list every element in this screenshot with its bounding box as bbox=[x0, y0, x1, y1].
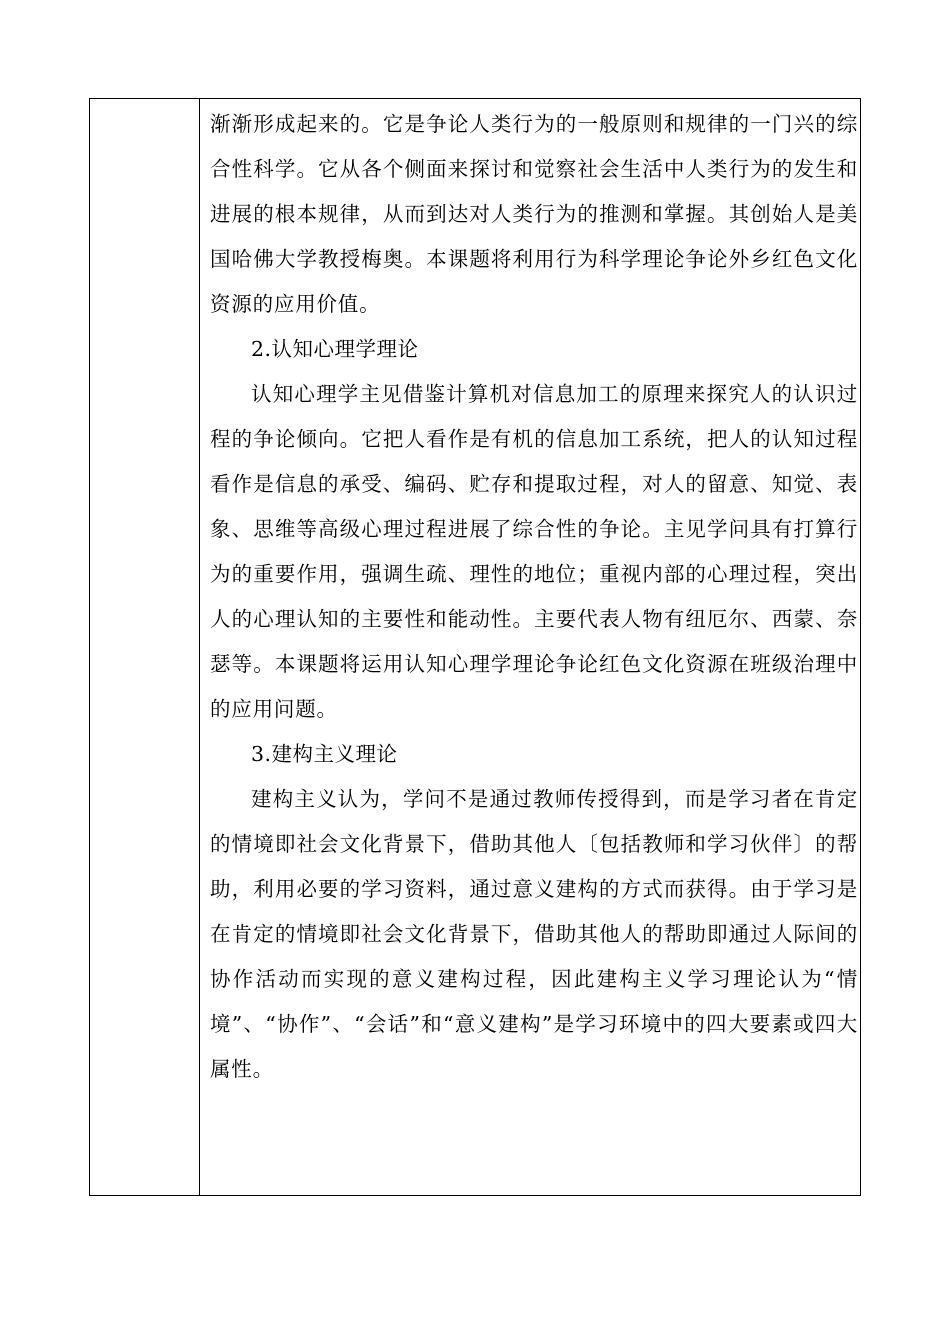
paragraph-constructivism: 建构主义认为，学问不是通过教师传授得到，而是学习者在肯定的情境即社会文化背景下，借助其他人〔包括教师和学习伙伴〕的帮助，利用必要的学习资料，通过意义建构的方式而获得。由于学习是在肯定的情境即社会文化背景下，借助其他人的帮助即通过人际间的协作活动而实现的意义建构过程，因此建构主义学习理论认为“情境”、“协作”、“会话”和“意义建构”是学习环境中的四大要素或四大属性。 bbox=[210, 787, 858, 1081]
paragraph-cognitive-psychology: 认知心理学主见借鉴计算机对信息加工的原理来探究人的认识过程的争论倾向。它把人看作是有机的信息加工系统，把人的认知过程看作是信息的承受、编码、贮存和提取过程，对人的留意、知觉、表象、思维等高级心理过程进展了综合性的争论。主见学问具有打算行为的重要作用，强调生疏、理性的地位；重视内部的心理过程，突出人的心理认知的主要性和能动性。主要代表人物有纽厄尔、西蒙、奈瑟等。本课题将运用认知心理学理论争论红色文化资源在班级治理中的应用问题。 bbox=[210, 382, 858, 721]
document-table bbox=[89, 98, 861, 1196]
table-content-column bbox=[200, 99, 860, 1195]
table-label-column bbox=[90, 99, 200, 1195]
heading-cognitive-psychology: 2.认知心理学理论 bbox=[251, 337, 419, 361]
paragraph-behavioral-science-continued: 渐渐形成起来的。它是争论人类行为的一般原则和规律的一门兴的综合性科学。它从各个侧面来探讨和觉察社会生活中人类行为的发生和进展的根本规律，从而到达对人类行为的推测和掌握。其创始人是美国哈佛大学教授梅奥。本课题将利用行为科学理论争论外乡红色文化资源的应用价值。 bbox=[210, 112, 858, 316]
heading-constructivism: 3.建构主义理论 bbox=[251, 742, 398, 766]
